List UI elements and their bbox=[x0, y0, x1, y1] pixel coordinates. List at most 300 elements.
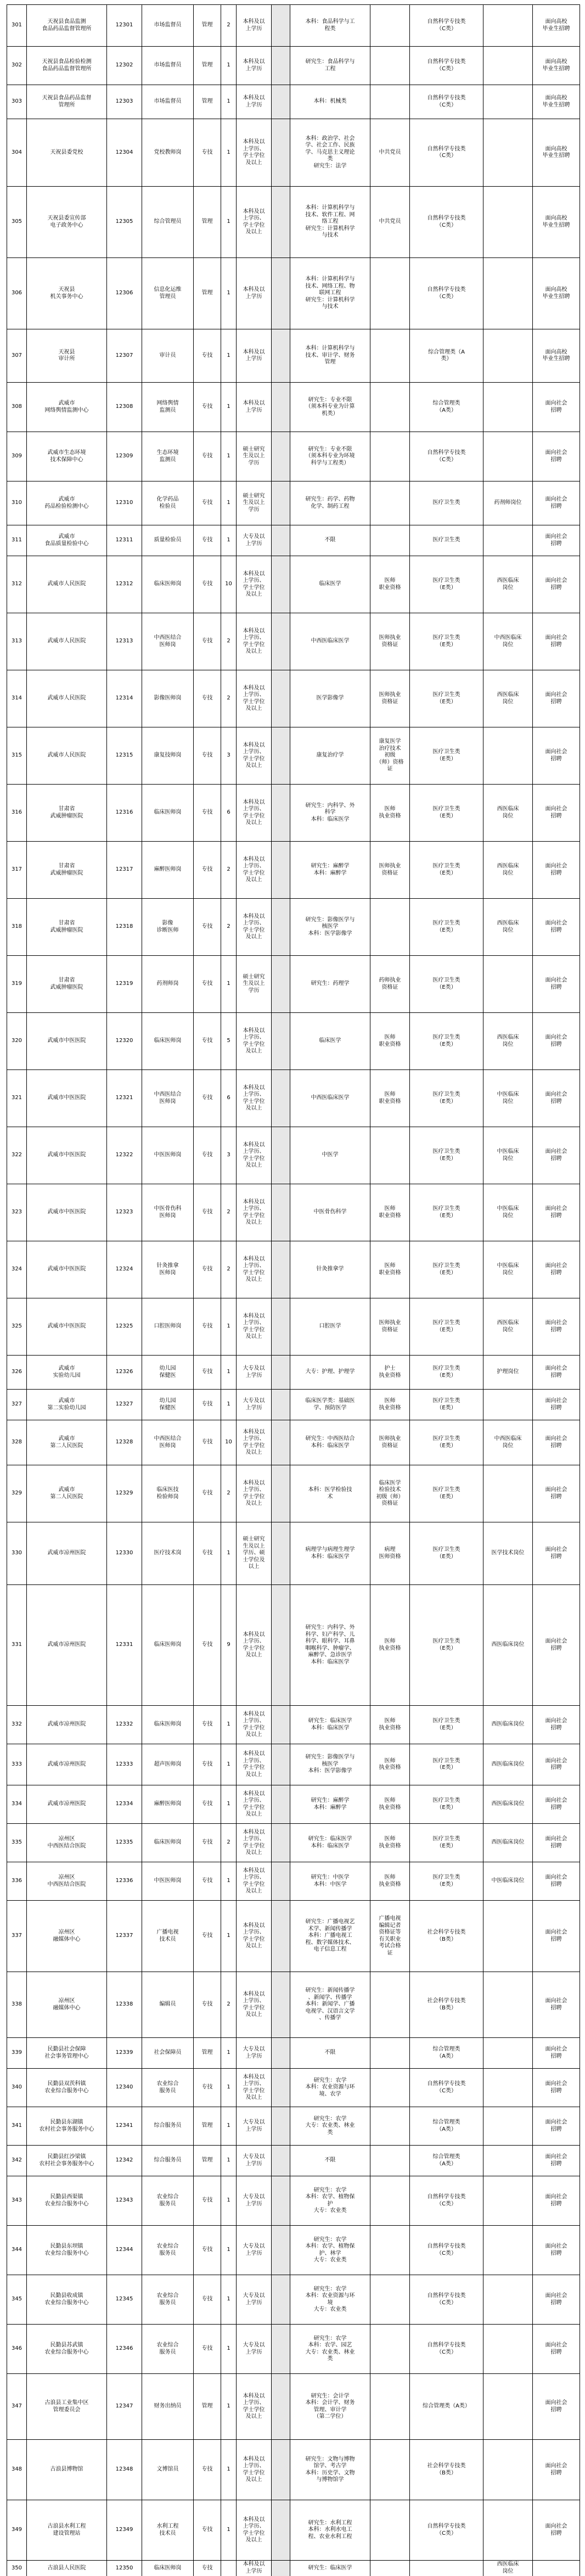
table-row bbox=[7, 2226, 580, 2275]
age-cell bbox=[272, 1862, 290, 1901]
position-code-cell: 12332 bbox=[107, 1706, 142, 1744]
position-code-cell: 12340 bbox=[107, 2069, 142, 2107]
subcategory-cell bbox=[483, 2176, 533, 2226]
age-cell bbox=[272, 525, 290, 556]
exam-category-cell: 医疗卫生类 （E类） bbox=[410, 1013, 483, 1070]
unit-name-cell: 天祝县食品药品监督 管理所 bbox=[27, 85, 107, 119]
qualification-cell: 医师 执业资格 bbox=[370, 1824, 410, 1862]
subcategory-cell bbox=[483, 1972, 533, 2038]
row-number-cell: 346 bbox=[7, 2325, 27, 2374]
subcategory-cell bbox=[483, 2440, 533, 2500]
unit-name-cell: 古浪县博物馆 bbox=[27, 2440, 107, 2500]
age-cell bbox=[272, 1356, 290, 1390]
age-cell bbox=[272, 2107, 290, 2146]
qualification-cell bbox=[370, 2176, 410, 2226]
quota-cell: 1 bbox=[221, 525, 237, 556]
table-row bbox=[7, 481, 580, 525]
quota-cell: 1 bbox=[221, 187, 237, 258]
exam-category-cell: 医疗卫生类 （E类） bbox=[410, 670, 483, 727]
row-number-cell: 306 bbox=[7, 258, 27, 329]
position-name-cell: 临床医师岗 bbox=[142, 2561, 194, 2576]
position-type-cell: 专技 bbox=[194, 1241, 221, 1298]
position-name-cell: 农业综合 服务员 bbox=[142, 2275, 194, 2325]
age-cell bbox=[272, 1420, 290, 1465]
recruit-target-cell: 面向社会 招聘 bbox=[533, 1585, 580, 1706]
quota-cell: 1 bbox=[221, 1706, 237, 1744]
table-row bbox=[7, 2146, 580, 2176]
table-row bbox=[7, 47, 580, 85]
table-row bbox=[7, 1013, 580, 1070]
position-code-cell: 12317 bbox=[107, 842, 142, 899]
position-type-cell: 专技 bbox=[194, 842, 221, 899]
qualification-cell: 广播电视 编辑记者 资格证等 有关职业 考试合格 证 bbox=[370, 1901, 410, 1972]
qualification-cell bbox=[370, 383, 410, 432]
education-cell: 本科及以 上学历、 学士学位 及以上 bbox=[237, 785, 272, 842]
position-type-cell: 管理 bbox=[194, 258, 221, 329]
table-row bbox=[7, 2069, 580, 2107]
row-number-cell: 309 bbox=[7, 432, 27, 481]
recruit-target-cell: 面向高校 毕业生招聘 bbox=[533, 258, 580, 329]
major-cell: 研究生：麻醉学 本科：麻醉学 bbox=[290, 842, 370, 899]
exam-category-cell: 社会科学专技类 （B类） bbox=[410, 1972, 483, 2038]
qualification-cell bbox=[370, 47, 410, 85]
table-row bbox=[7, 2561, 580, 2576]
major-cell: 大专：护理、护理学 bbox=[290, 1356, 370, 1390]
row-number-cell: 307 bbox=[7, 329, 27, 383]
age-cell bbox=[272, 670, 290, 727]
position-type-cell: 专技 bbox=[194, 1522, 221, 1585]
table-row bbox=[7, 2500, 580, 2561]
position-type-cell: 专技 bbox=[194, 1070, 221, 1127]
education-cell: 大专及以 上学历 bbox=[237, 2146, 272, 2176]
age-cell bbox=[272, 187, 290, 258]
unit-name-cell: 凉州区 融媒体中心 bbox=[27, 1972, 107, 2038]
row-number-cell: 343 bbox=[7, 2176, 27, 2226]
unit-name-cell: 天祝县食品监测 食品药品监督管理所 bbox=[27, 5, 107, 47]
exam-category-cell: 医疗卫生类 （E类） bbox=[410, 785, 483, 842]
recruit-target-cell: 面向高校 毕业生招聘 bbox=[533, 47, 580, 85]
unit-name-cell: 武威市凉州医院 bbox=[27, 1706, 107, 1744]
major-cell: 研究生：药理学 bbox=[290, 956, 370, 1013]
row-number-cell: 340 bbox=[7, 2069, 27, 2107]
position-type-cell: 专技 bbox=[194, 2275, 221, 2325]
subcategory-cell bbox=[483, 258, 533, 329]
unit-name-cell: 武威市中医医院 bbox=[27, 1184, 107, 1241]
education-cell: 硕士研究 生及以上 学历 bbox=[237, 432, 272, 481]
position-name-cell: 康复技师岗 bbox=[142, 727, 194, 785]
qualification-cell: 康复医学 治疗技术 初级 （师）资格 证 bbox=[370, 727, 410, 785]
table-row bbox=[7, 432, 580, 481]
recruit-target-cell: 面向社会 招聘 bbox=[533, 2146, 580, 2176]
quota-cell: 6 bbox=[221, 1070, 237, 1127]
position-code-cell: 12327 bbox=[107, 1390, 142, 1420]
recruit-target-cell: 面向社会 招聘 bbox=[533, 956, 580, 1013]
subcategory-cell bbox=[483, 2226, 533, 2275]
row-number-cell: 318 bbox=[7, 899, 27, 956]
major-cell: 研究生：会计学 本科：会计学、财务 管理、审计学 （第二学位） bbox=[290, 2374, 370, 2440]
age-cell bbox=[272, 85, 290, 119]
major-cell: 研究生：农学 大专：农业类、林业 类 bbox=[290, 2107, 370, 2146]
age-cell bbox=[272, 47, 290, 85]
position-type-cell: 专技 bbox=[194, 383, 221, 432]
exam-category-cell: 医疗卫生类 （E类） bbox=[410, 842, 483, 899]
unit-name-cell: 天祝县食品检验检测 食品药品监督管理所 bbox=[27, 47, 107, 85]
major-cell: 研究生：农学 本科：农学、园艺 大专：农业类、林业 类 bbox=[290, 2325, 370, 2374]
qualification-cell bbox=[370, 2440, 410, 2500]
subcategory-cell: 西医临床 岗位 bbox=[483, 670, 533, 727]
qualification-cell: 医师 职业资格 bbox=[370, 1070, 410, 1127]
position-code-cell: 12346 bbox=[107, 2325, 142, 2374]
position-name-cell: 综合服务员 bbox=[142, 2107, 194, 2146]
subcategory-cell: 中西医临床 岗位 bbox=[483, 613, 533, 670]
row-number-cell: 333 bbox=[7, 1744, 27, 1785]
table-row bbox=[7, 329, 580, 383]
table-row bbox=[7, 85, 580, 119]
position-name-cell: 中西医结合 医师岗 bbox=[142, 1420, 194, 1465]
row-number-cell: 311 bbox=[7, 525, 27, 556]
major-cell: 研究生：新闻传播学 、新闻学、传播学 本科：新闻学、广播 电视学、汉语言文学 、传播学 bbox=[290, 1972, 370, 2038]
recruit-target-cell: 面向社会 招聘 bbox=[533, 1972, 580, 2038]
subcategory-cell bbox=[483, 2275, 533, 2325]
quota-cell: 2 bbox=[221, 1972, 237, 2038]
table-row bbox=[7, 2275, 580, 2325]
education-cell: 大专及以 上学历 bbox=[237, 1390, 272, 1420]
position-name-cell: 网络舆情 监测员 bbox=[142, 383, 194, 432]
row-number-cell: 349 bbox=[7, 2500, 27, 2561]
age-cell bbox=[272, 899, 290, 956]
subcategory-cell bbox=[483, 2069, 533, 2107]
education-cell: 本科及以 上学历、 学士学位 及以上 bbox=[237, 1862, 272, 1901]
position-type-cell: 管理 bbox=[194, 2038, 221, 2069]
unit-name-cell: 武威市人民医院 bbox=[27, 727, 107, 785]
age-cell bbox=[272, 1585, 290, 1706]
unit-name-cell: 武威市中医医院 bbox=[27, 1241, 107, 1298]
quota-cell: 1 bbox=[221, 2038, 237, 2069]
age-cell bbox=[272, 727, 290, 785]
position-code-cell: 12304 bbox=[107, 119, 142, 187]
qualification-cell: 临床医学 检验技术 初级（师） 资格证 bbox=[370, 1465, 410, 1522]
position-name-cell: 农业综合 服务员 bbox=[142, 2325, 194, 2374]
qualification-cell bbox=[370, 329, 410, 383]
exam-category-cell: 综合管理类 （A类） bbox=[410, 383, 483, 432]
qualification-cell: 医师执业 资格证 bbox=[370, 1298, 410, 1356]
subcategory-cell bbox=[483, 2107, 533, 2146]
qualification-cell: 中共党员 bbox=[370, 119, 410, 187]
recruit-target-cell: 面向高校 毕业生招聘 bbox=[533, 187, 580, 258]
recruit-target-cell: 面向社会 招聘 bbox=[533, 432, 580, 481]
major-cell: 研究生：临床医学 本科：临床医学 bbox=[290, 1706, 370, 1744]
position-type-cell: 管理 bbox=[194, 85, 221, 119]
position-name-cell: 临床医师岗 bbox=[142, 1013, 194, 1070]
quota-cell: 1 bbox=[221, 2440, 237, 2500]
quota-cell: 1 bbox=[221, 1298, 237, 1356]
major-cell: 本科：政治学、社会 学、社会工作、民族 学、马克思主义理论 类 研究生：法学 bbox=[290, 119, 370, 187]
education-cell: 本科及以 上学历、 学士学位 及以上 bbox=[237, 727, 272, 785]
quota-cell: 1 bbox=[221, 1390, 237, 1420]
exam-category-cell: 社会科学专技类 （B类） bbox=[410, 2440, 483, 2500]
position-name-cell: 幼儿园 保健医 bbox=[142, 1356, 194, 1390]
recruit-target-cell: 面向社会 招聘 bbox=[533, 1862, 580, 1901]
position-type-cell: 管理 bbox=[194, 2107, 221, 2146]
age-cell bbox=[272, 1013, 290, 1070]
position-type-cell: 管理 bbox=[194, 47, 221, 85]
row-number-cell: 339 bbox=[7, 2038, 27, 2069]
recruit-target-cell: 面向社会 招聘 bbox=[533, 2038, 580, 2069]
table-row bbox=[7, 956, 580, 1013]
subcategory-cell: 中西医临床 岗位 bbox=[483, 1420, 533, 1465]
unit-name-cell: 天祝县委宣传部 电子政务中心 bbox=[27, 187, 107, 258]
subcategory-cell bbox=[483, 2500, 533, 2561]
recruit-target-cell: 面向社会 招聘 bbox=[533, 1785, 580, 1824]
quota-cell: 2 bbox=[221, 1241, 237, 1298]
major-cell: 研究生：水利工程 本科：水利水电工 程、农业水利工程 bbox=[290, 2500, 370, 2561]
position-type-cell: 专技 bbox=[194, 727, 221, 785]
age-cell bbox=[272, 2176, 290, 2226]
exam-category-cell: 医疗卫生类 （E类） bbox=[410, 1241, 483, 1298]
row-number-cell: 315 bbox=[7, 727, 27, 785]
subcategory-cell: 西医临床 岗位 bbox=[483, 1298, 533, 1356]
position-type-cell: 专技 bbox=[194, 956, 221, 1013]
position-code-cell: 12347 bbox=[107, 2374, 142, 2440]
row-number-cell: 316 bbox=[7, 785, 27, 842]
recruitment-table bbox=[7, 4, 580, 2576]
subcategory-cell: 中医临床 岗位 bbox=[483, 1127, 533, 1184]
unit-name-cell: 甘肃省 武威肿瘤医院 bbox=[27, 842, 107, 899]
quota-cell: 1 bbox=[221, 2226, 237, 2275]
position-type-cell: 专技 bbox=[194, 1744, 221, 1785]
recruit-target-cell: 面向社会 招聘 bbox=[533, 525, 580, 556]
position-code-cell: 12339 bbox=[107, 2038, 142, 2069]
table-row bbox=[7, 1465, 580, 1522]
recruit-target-cell: 面向社会 招聘 bbox=[533, 2069, 580, 2107]
age-cell bbox=[272, 956, 290, 1013]
position-type-cell: 专技 bbox=[194, 119, 221, 187]
position-code-cell: 12349 bbox=[107, 2500, 142, 2561]
major-cell: 临床医学类：基础医 学、预防医学 bbox=[290, 1390, 370, 1420]
exam-category-cell: 医疗卫生类 bbox=[410, 481, 483, 525]
recruit-target-cell: 面向社会 招聘 bbox=[533, 670, 580, 727]
row-number-cell: 317 bbox=[7, 842, 27, 899]
education-cell: 本科及以 上学历 bbox=[237, 383, 272, 432]
exam-category-cell: 医疗卫生类 （E类） bbox=[410, 1420, 483, 1465]
row-number-cell: 336 bbox=[7, 1862, 27, 1901]
quota-cell: 2 bbox=[221, 1824, 237, 1862]
table-row bbox=[7, 899, 580, 956]
major-cell: 研究生：内科学、外 科学、妇产科学、儿 科学、眼科学、耳鼻 咽喉科学、肿瘤学、 麻醉学、急诊医学 本科：临床医学 bbox=[290, 1585, 370, 1706]
position-name-cell: 麻醉医师岗 bbox=[142, 1785, 194, 1824]
subcategory-cell bbox=[483, 2325, 533, 2374]
exam-category-cell: 综合管理类 （A类） bbox=[410, 2038, 483, 2069]
quota-cell: 2 bbox=[221, 613, 237, 670]
unit-name-cell: 古浪县水利工程 建设管理站 bbox=[27, 2500, 107, 2561]
age-cell bbox=[272, 1522, 290, 1585]
unit-name-cell: 武威市人民医院 bbox=[27, 613, 107, 670]
recruit-target-cell: 面向社会 招聘 bbox=[533, 1744, 580, 1785]
education-cell: 本科及以 上学历、 学士学位 及以上 bbox=[237, 2500, 272, 2561]
qualification-cell: 医师 执业资格 bbox=[370, 1862, 410, 1901]
quota-cell: 1 bbox=[221, 481, 237, 525]
subcategory-cell: 中医临床 岗位 bbox=[483, 1070, 533, 1127]
table-row bbox=[7, 2176, 580, 2226]
education-cell: 大专及以 上学历 bbox=[237, 525, 272, 556]
major-cell: 研究生：内科学、外 科学 本科：临床医学 bbox=[290, 785, 370, 842]
unit-name-cell: 民勤县东湖镇 农村社会事务服务中心 bbox=[27, 2107, 107, 2146]
qualification-cell bbox=[370, 5, 410, 47]
subcategory-cell bbox=[483, 85, 533, 119]
age-cell bbox=[272, 2226, 290, 2275]
position-type-cell: 专技 bbox=[194, 329, 221, 383]
major-cell: 研究生：文物与博物 馆学、考古学 本科：历史学、文物 与博物馆学 bbox=[290, 2440, 370, 2500]
quota-cell: 2 bbox=[221, 1465, 237, 1522]
position-type-cell: 专技 bbox=[194, 2440, 221, 2500]
table-row bbox=[7, 1824, 580, 1862]
quota-cell: 1 bbox=[221, 1744, 237, 1785]
exam-category-cell: 医疗卫生类 （E类） bbox=[410, 613, 483, 670]
exam-category-cell: 医疗卫生类 （E类） bbox=[410, 1356, 483, 1390]
table-row bbox=[7, 1241, 580, 1298]
qualification-cell bbox=[370, 2069, 410, 2107]
position-code-cell: 12312 bbox=[107, 556, 142, 613]
position-name-cell: 农业综合 服务员 bbox=[142, 2176, 194, 2226]
position-type-cell: 专技 bbox=[194, 1901, 221, 1972]
row-number-cell: 338 bbox=[7, 1972, 27, 2038]
row-number-cell: 330 bbox=[7, 1522, 27, 1585]
age-cell bbox=[272, 258, 290, 329]
position-type-cell: 专技 bbox=[194, 1862, 221, 1901]
qualification-cell: 医师 执业资格 bbox=[370, 1785, 410, 1824]
qualification-cell bbox=[370, 432, 410, 481]
qualification-cell bbox=[370, 85, 410, 119]
quota-cell: 1 bbox=[221, 2500, 237, 2561]
recruit-target-cell: 面向社会 招聘 bbox=[533, 2107, 580, 2146]
position-name-cell: 化学药品 检验员 bbox=[142, 481, 194, 525]
quota-cell: 1 bbox=[221, 2107, 237, 2146]
quota-cell: 1 bbox=[221, 329, 237, 383]
recruit-target-cell: 面向高校 毕业生招聘 bbox=[533, 85, 580, 119]
table-row bbox=[7, 1127, 580, 1184]
row-number-cell: 347 bbox=[7, 2374, 27, 2440]
exam-category-cell: 自然科学专技类 （C类） bbox=[410, 187, 483, 258]
education-cell: 本科及以 上学历、 学士学位 及以上 bbox=[237, 1420, 272, 1465]
row-number-cell: 345 bbox=[7, 2275, 27, 2325]
row-number-cell: 319 bbox=[7, 956, 27, 1013]
education-cell: 本科及以 上学历、 学士学位 及以上 bbox=[237, 1184, 272, 1241]
position-code-cell: 12303 bbox=[107, 85, 142, 119]
table-row bbox=[7, 1901, 580, 1972]
unit-name-cell: 武威市人民医院 bbox=[27, 556, 107, 613]
major-cell: 研究生：中西医结合 本科：临床医学 bbox=[290, 1420, 370, 1465]
position-type-cell: 专技 bbox=[194, 1390, 221, 1420]
recruit-target-cell: 面向社会 招聘 bbox=[533, 1465, 580, 1522]
position-name-cell: 临床医技 检验师岗 bbox=[142, 1465, 194, 1522]
position-name-cell: 编辑员 bbox=[142, 1972, 194, 2038]
age-cell bbox=[272, 1241, 290, 1298]
exam-category-cell: 医疗卫生类 （E类） bbox=[410, 956, 483, 1013]
age-cell bbox=[272, 2374, 290, 2440]
subcategory-cell bbox=[483, 432, 533, 481]
exam-category-cell: 社会科学专技类 （B类） bbox=[410, 1901, 483, 1972]
unit-name-cell: 凉州区 中西医结合医院 bbox=[27, 1862, 107, 1901]
quota-cell: 1 bbox=[221, 1862, 237, 1901]
recruit-target-cell: 面向社会 招聘 bbox=[533, 2440, 580, 2500]
position-type-cell: 专技 bbox=[194, 1785, 221, 1824]
subcategory-cell: 中医临床岗位 bbox=[483, 1862, 533, 1901]
exam-category-cell: 医疗卫生类 （E类） bbox=[410, 1862, 483, 1901]
education-cell: 本科及以 上学历、 学士学位 及以上 bbox=[237, 1706, 272, 1744]
qualification-cell: 药师执业 资格证 bbox=[370, 956, 410, 1013]
qualification-cell: 医师执业 资格证 bbox=[370, 613, 410, 670]
age-cell bbox=[272, 2038, 290, 2069]
major-cell: 病理学与病理生理学 本科：临床医学 bbox=[290, 1522, 370, 1585]
recruit-target-cell: 面向社会 招聘 bbox=[533, 1013, 580, 1070]
table-row bbox=[7, 525, 580, 556]
position-name-cell: 临床医师岗 bbox=[142, 1585, 194, 1706]
major-cell: 不限 bbox=[290, 525, 370, 556]
subcategory-cell: 中医临床 岗位 bbox=[483, 1241, 533, 1298]
position-name-cell: 针灸推拿 医师岗 bbox=[142, 1241, 194, 1298]
position-code-cell: 12311 bbox=[107, 525, 142, 556]
row-number-cell: 310 bbox=[7, 481, 27, 525]
position-type-cell: 专技 bbox=[194, 1298, 221, 1356]
exam-category-cell: 自然科学专技类 （C类） bbox=[410, 85, 483, 119]
recruit-target-cell: 面向高校 毕业生招聘 bbox=[533, 5, 580, 47]
major-cell: 研究生：中医学 本科：中医学 bbox=[290, 1862, 370, 1901]
unit-name-cell: 武威市生态环境 技术保障中心 bbox=[27, 432, 107, 481]
position-code-cell: 12334 bbox=[107, 1785, 142, 1824]
table-row bbox=[7, 670, 580, 727]
position-name-cell: 水利工程 技术员 bbox=[142, 2500, 194, 2561]
subcategory-cell bbox=[483, 956, 533, 1013]
unit-name-cell: 武威市凉州医院 bbox=[27, 1785, 107, 1824]
table-row bbox=[7, 1785, 580, 1824]
position-code-cell: 12326 bbox=[107, 1356, 142, 1390]
qualification-cell: 医师执业 资格证 bbox=[370, 842, 410, 899]
position-code-cell: 12343 bbox=[107, 2176, 142, 2226]
position-name-cell: 临床医师岗 bbox=[142, 1824, 194, 1862]
age-cell bbox=[272, 1070, 290, 1127]
exam-category-cell: 自然科学专技类 （C类） bbox=[410, 2176, 483, 2226]
position-type-cell: 专技 bbox=[194, 670, 221, 727]
age-cell bbox=[272, 1706, 290, 1744]
exam-category-cell: 综合管理类 （A类） bbox=[410, 2107, 483, 2146]
unit-name-cell: 武威市 第二人民医院 bbox=[27, 1420, 107, 1465]
exam-category-cell: 医疗卫生类 （E类） bbox=[410, 1785, 483, 1824]
recruit-target-cell: 面向社会 招聘 bbox=[533, 1241, 580, 1298]
education-cell: 本科及以 上学历、 学士学位 及以上 bbox=[237, 1972, 272, 2038]
subcategory-cell bbox=[483, 119, 533, 187]
position-code-cell: 12325 bbox=[107, 1298, 142, 1356]
unit-name-cell: 古浪县人民医院 bbox=[27, 2561, 107, 2576]
position-name-cell: 中医医师岗 bbox=[142, 1127, 194, 1184]
position-type-cell: 专技 bbox=[194, 1356, 221, 1390]
quota-cell: 5 bbox=[221, 1013, 237, 1070]
recruit-target-cell: 面向社会 招聘 bbox=[533, 2275, 580, 2325]
recruit-target-cell: 面向社会 招聘 bbox=[533, 1522, 580, 1585]
education-cell: 本科及以 上学历、 学士学位 及以上 bbox=[237, 556, 272, 613]
position-type-cell: 专技 bbox=[194, 1013, 221, 1070]
position-code-cell: 12338 bbox=[107, 1972, 142, 2038]
education-cell: 本科及以 上学历、 学士学位 及以上 bbox=[237, 1744, 272, 1785]
exam-category-cell: 自然科学专技类 （C类） bbox=[410, 5, 483, 47]
recruit-target-cell: 面向社会 招聘 bbox=[533, 1706, 580, 1744]
age-cell bbox=[272, 2561, 290, 2576]
education-cell: 大专及以 上学历 bbox=[237, 1356, 272, 1390]
recruit-target-cell: 面向社会 招聘 bbox=[533, 1184, 580, 1241]
quota-cell: 2 bbox=[221, 899, 237, 956]
recruit-target-cell: 面向社会 招聘 bbox=[533, 613, 580, 670]
qualification-cell bbox=[370, 2146, 410, 2176]
table-row bbox=[7, 1298, 580, 1356]
